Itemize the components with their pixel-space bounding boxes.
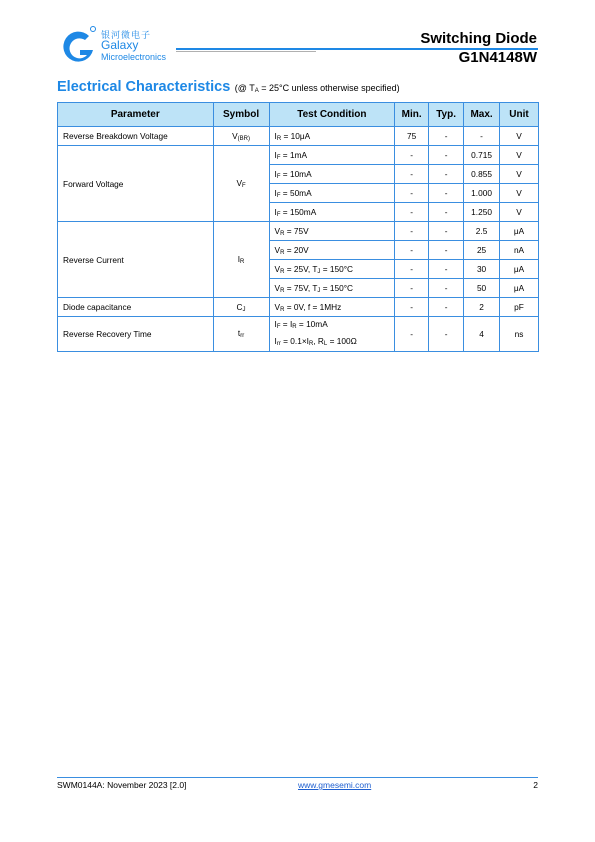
unit-cell: nA	[500, 241, 539, 260]
typ-cell: -	[429, 298, 464, 317]
column-header: Typ.	[429, 103, 464, 127]
table-row	[58, 298, 539, 317]
typ-cell: -	[429, 203, 464, 222]
column-header: Max.	[464, 103, 500, 127]
company-logo	[57, 26, 177, 68]
symbol-cell: $V_{(BR)}$	[213, 127, 269, 146]
unit-cell: pF	[500, 298, 539, 317]
condition-cell: $I_F = 10mA$	[269, 165, 395, 184]
max-cell: 30	[464, 260, 500, 279]
column-header: Symbol	[213, 103, 269, 127]
max-cell: 50	[464, 279, 500, 298]
column-header: Test Condition	[269, 103, 395, 127]
electrical-characteristics-table	[57, 102, 539, 352]
min-cell: -	[395, 241, 429, 260]
min-cell: -	[395, 317, 429, 352]
typ-cell: -	[429, 222, 464, 241]
typ-cell: -	[429, 260, 464, 279]
footer-rule	[57, 777, 538, 778]
param-cell: Reverse Current	[58, 222, 214, 298]
condition-cell: $I_R = 10\mu A$	[269, 127, 395, 146]
website-link[interactable]: www.gmesemi.com	[298, 780, 372, 790]
max-cell: 25	[464, 241, 500, 260]
max-cell: 0.715	[464, 146, 500, 165]
max-cell: 1.000	[464, 184, 500, 203]
param-cell: Reverse Recovery Time	[58, 317, 214, 352]
typ-cell: -	[429, 165, 464, 184]
condition-cell: $I_F = 1mA$	[269, 146, 395, 165]
document-title: Switching Diode	[420, 30, 537, 47]
unit-cell: ns	[500, 317, 539, 352]
table-row	[58, 317, 539, 352]
column-header: Min.	[395, 103, 429, 127]
min-cell: -	[395, 146, 429, 165]
max-cell: 4	[464, 317, 500, 352]
condition-cell: $I_F = 50mA$	[269, 184, 395, 203]
symbol-cell: $I_R$	[213, 222, 269, 298]
min-cell: -	[395, 203, 429, 222]
max-cell: 2	[464, 298, 500, 317]
min-cell: -	[395, 184, 429, 203]
min-cell: -	[395, 260, 429, 279]
param-cell: Forward Voltage	[58, 146, 214, 222]
unit-cell: μA	[500, 260, 539, 279]
typ-cell: -	[429, 184, 464, 203]
unit-cell: V	[500, 184, 539, 203]
document-revision: SWM0144A: November 2023 [2.0]	[57, 780, 187, 790]
unit-cell: V	[500, 127, 539, 146]
condition-cell: $V_R = 75V$	[269, 222, 395, 241]
condition-cell: $V_R = 20V$	[269, 241, 395, 260]
symbol-cell: $C_J$	[213, 298, 269, 317]
symbol-cell: $t_{rr}$	[213, 317, 269, 352]
table-row	[58, 146, 539, 165]
section-condition: (@ $T_A = 25^\circ C$ unless otherwise specified)	[234, 83, 400, 94]
section-heading	[57, 78, 400, 96]
min-cell: -	[395, 222, 429, 241]
logo-name-galaxy: Galaxy	[101, 38, 139, 52]
typ-cell: -	[429, 127, 464, 146]
logo-chinese-name: 银河微电子	[101, 31, 152, 41]
condition-cell: $V_R = 0V$, f = 1MHz	[269, 298, 395, 317]
typ-cell: -	[429, 146, 464, 165]
table-header-row	[58, 103, 539, 127]
param-cell: Reverse Breakdown Voltage	[58, 127, 214, 146]
condition-cell: $V_R = 75V$, $T_J = 150^\circ C$	[269, 279, 395, 298]
unit-cell: V	[500, 203, 539, 222]
max-cell: 1.250	[464, 203, 500, 222]
page-number: 2	[533, 780, 538, 790]
param-cell: Diode capacitance	[58, 298, 214, 317]
typ-cell: -	[429, 317, 464, 352]
unit-cell: μA	[500, 222, 539, 241]
unit-cell: μA	[500, 279, 539, 298]
unit-cell: V	[500, 165, 539, 184]
condition-cell: $I_F = 150mA$	[269, 203, 395, 222]
condition-line-1: $I_F = I_R = 10mA$	[274, 319, 328, 330]
typ-cell: -	[429, 241, 464, 260]
unit-cell: V	[500, 146, 539, 165]
condition-cell: $V_R = 25V$, $T_J = 150^\circ C$	[269, 260, 395, 279]
part-number: G1N4148W	[458, 49, 537, 66]
max-cell: 0.855	[464, 165, 500, 184]
table-row	[58, 127, 539, 146]
typ-cell: -	[429, 279, 464, 298]
header-rule-accent	[176, 51, 316, 52]
condition-line-2: $I_{rr} = 0.1\times I_R$, $R_L = 100\Omega$	[274, 336, 357, 347]
condition-cell	[269, 317, 395, 352]
max-cell: -	[464, 127, 500, 146]
min-cell: -	[395, 279, 429, 298]
galaxy-logo-icon	[57, 26, 99, 68]
max-cell: 2.5	[464, 222, 500, 241]
column-header: Unit	[500, 103, 539, 127]
table-row	[58, 222, 539, 241]
logo-name-microelectronics: Microelectronics	[101, 52, 167, 62]
column-header: Parameter	[58, 103, 214, 127]
min-cell: -	[395, 298, 429, 317]
symbol-cell: $V_F$	[213, 146, 269, 222]
section-title: Electrical Characteristics	[57, 79, 231, 95]
min-cell: 75	[395, 127, 429, 146]
min-cell: -	[395, 165, 429, 184]
